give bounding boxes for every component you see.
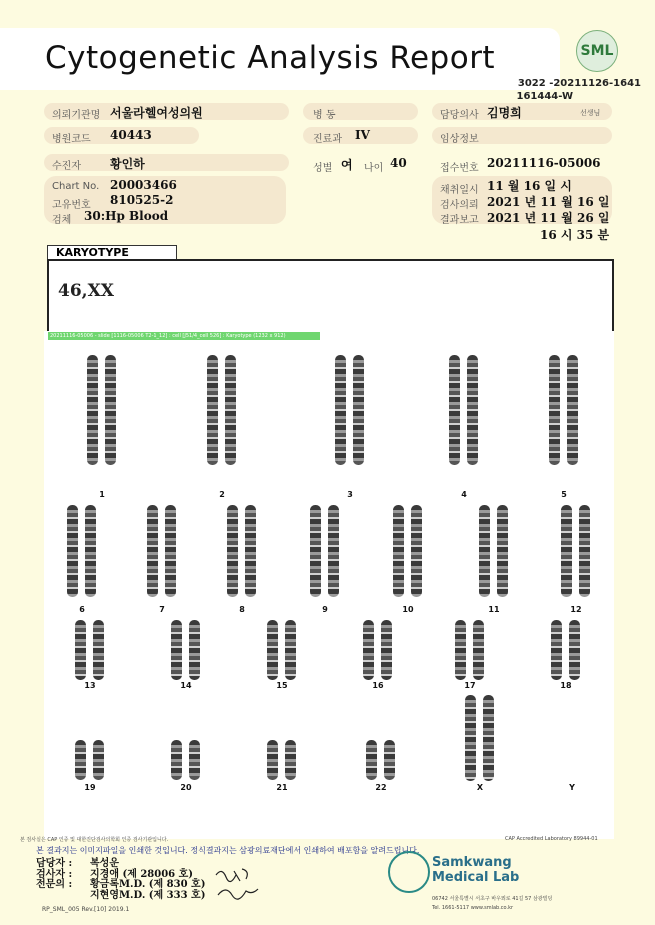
collect-value: 11 월 16 일 시 [487,179,572,193]
chromosome-label-Y: Y [569,783,575,792]
dept-label: 진료과 [313,134,342,145]
chromosome-label-2: 2 [219,490,225,499]
chromosome-label-16: 16 [372,681,384,690]
chromosome-label-1: 1 [99,490,105,499]
sml-footer-logo-icon [388,851,430,893]
doctor-label: 담당의사 [440,110,479,121]
hospital-code-value: 40443 [110,128,152,142]
chromosome-8-b [245,505,256,597]
chromosome-label-13: 13 [84,681,96,690]
chromosome-9-a [310,505,321,597]
age-label: 나이 [364,163,384,174]
chromosome-label-3: 3 [347,490,353,499]
karyotype-value: 46,XX [58,281,114,301]
chromosome-21-b [285,740,296,780]
chromosome-19-a [75,740,86,780]
chromosome-22-b [384,740,395,780]
staff-role-0: 담당자 : [36,858,73,869]
chromosome-20-b [189,740,200,780]
lab-name-2: Medical Lab [432,870,520,885]
chromosome-7-b [165,505,176,597]
chart-value: 20003466 [110,178,177,192]
chromosome-8-a [227,505,238,597]
chromosome-12-b [579,505,590,597]
request-value: 2021 년 11 월 16 일 [487,195,610,209]
chromosome-6-a [67,505,78,597]
lab-address: 06742 서울특별시 서초구 바우뫼로 41길 57 삼광빌딩 [432,896,553,902]
report-id-line1: 3022 -20211126-1641 [517,78,641,89]
chromosome-2-b [225,355,236,465]
karyotype-tab: KARYOTYPE [47,245,177,261]
chromosome-label-17: 17 [464,681,476,690]
patient-value: 황인하 [110,157,145,171]
sex-label: 성별 [313,163,333,174]
result-label: 결과보고 [440,215,479,226]
chromosome-label-18: 18 [560,681,572,690]
chromosome-label-19: 19 [84,783,96,792]
dept-value: IV [355,128,370,142]
uid-label: 고유번호 [52,200,91,211]
chromosome-label-10: 10 [402,605,414,614]
chromosome-1-a [87,355,98,465]
notice-text: 본 결과지는 이미지파일을 인쇄한 것입니다. 정식결과지는 삼광의료재단에서 인쇄하여 배포함을 알려드립니다. [36,846,420,855]
doctor-suffix: 선생님 [580,109,601,117]
accession-value: 20211116-05006 [487,156,601,170]
specimen-value: 30:Hp Blood [84,209,169,223]
institution-label: 의뢰기관명 [52,110,101,121]
collect-label: 채취일시 [440,185,479,196]
lab-contact: Tel. 1661-5117 www.smlab.co.kr [432,905,514,911]
chromosome-X-a [465,695,476,781]
chromosome-13-b [93,620,104,680]
chromosome-16-b [381,620,392,680]
chromosome-label-11: 11 [488,605,500,614]
chromosome-15-b [285,620,296,680]
chromosome-label-14: 14 [180,681,192,690]
chromosome-22-a [366,740,377,780]
chromosome-17-b [473,620,484,680]
chromosome-label-X: X [476,783,484,792]
chromosome-label-15: 15 [276,681,288,690]
staff-role-1: 검사자 : [36,869,73,880]
karyogram-caption: 20211116-05006 - slide [1116-05006 T2-1_12] : cell [J51/4_cell 526] : Karyotype (1232 x 912) [48,332,320,340]
request-label: 검사의뢰 [440,200,479,211]
report-title: Cytogenetic Analysis Report [45,40,496,76]
lab-name-1: Samkwang [432,855,512,870]
chromosome-4-b [467,355,478,465]
hospital-code-label: 병원코드 [52,134,91,145]
chromosome-14-a [171,620,182,680]
chromosome-label-4: 4 [461,490,467,499]
staff-name-0: 복성운 [90,858,119,869]
chromosome-X-b [483,695,494,781]
ward-label: 병 동 [313,110,336,121]
chromosome-label-21: 21 [276,783,288,792]
institution-value: 서울라헬여성의원 [110,106,203,120]
chromosome-label-5: 5 [561,490,567,499]
chromosome-17-a [455,620,466,680]
chromosome-7-a [147,505,158,597]
result-value: 2021 년 11 월 26 일 [487,211,610,225]
staff-name-1: 지경애 (제 28006 호) [90,869,193,880]
cap-left: 본 검사실은 CAP 인증 및 대한진단검사의학회 인증 검사기관입니다. [20,837,169,843]
logo-text: SML [580,43,614,59]
age-value: 40 [390,156,407,170]
chromosome-20-a [171,740,182,780]
chromosome-label-6: 6 [79,605,85,614]
chromosome-label-20: 20 [180,783,192,792]
chromosome-14-b [189,620,200,680]
staff-name-2: 황금록M.D. (제 830 호) [90,879,206,890]
chromosome-2-a [207,355,218,465]
chromosome-16-a [363,620,374,680]
chromosome-11-b [497,505,508,597]
accession-label: 접수번호 [440,163,479,174]
chromosome-5-a [549,355,560,465]
staff-name-3: 지현영M.D. (제 333 호) [90,890,206,901]
doctor-value: 김명희 [487,106,522,120]
chromosome-18-a [551,620,562,680]
chromosome-label-12: 12 [570,605,582,614]
specimen-label: 검체 [52,215,72,226]
chromosome-4-a [449,355,460,465]
clinical-label: 임상정보 [440,134,479,145]
form-code: RP_SML_005 Rev.[10] 2019.1 [42,906,130,913]
chromosome-3-a [335,355,346,465]
chromosome-21-a [267,740,278,780]
chromosome-3-b [353,355,364,465]
chromosome-6-b [85,505,96,597]
chart-label: Chart No. [52,181,100,192]
chromosome-13-a [75,620,86,680]
chromosome-label-8: 8 [239,605,245,614]
uid-value: 810525-2 [110,193,174,207]
chromosome-5-b [567,355,578,465]
patient-label: 수진자 [52,161,81,172]
chromosome-label-22: 22 [375,783,387,792]
result-time: 16 시 35 분 [540,228,610,242]
sex-value: 여 [341,158,353,172]
chromosome-1-b [105,355,116,465]
chromosome-18-b [569,620,580,680]
chromosome-9-b [328,505,339,597]
chromosome-15-a [267,620,278,680]
signature-image [212,865,262,903]
chromosome-11-a [479,505,490,597]
chromosome-label-9: 9 [322,605,328,614]
chromosome-19-b [93,740,104,780]
chromosome-12-a [561,505,572,597]
staff-role-2: 전문의 : [36,879,73,890]
chromosome-label-7: 7 [159,605,165,614]
chromosome-10-b [411,505,422,597]
cap-right: CAP Accredited Laboratory 89944-01 [505,836,598,842]
chromosome-10-a [393,505,404,597]
report-id-line2: 161444-W [516,91,573,102]
